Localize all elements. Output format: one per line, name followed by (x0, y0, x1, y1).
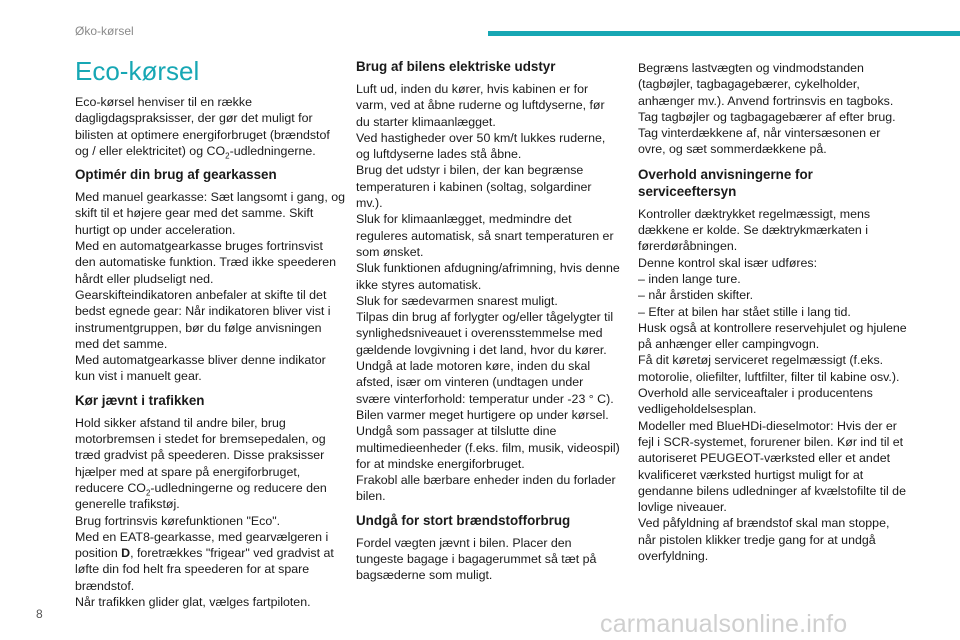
fuel-paragraph-2: Begræns lastvægten og vindmodstanden (tagbøjler, tagbagagebærer, cykelholder, anhænger mv.). Anvend fortrinsvis en tagboks. (638, 61, 894, 108)
traffic-p3-a: Med en EAT8-gearkasse, med gearvælgeren i position (75, 529, 329, 561)
section-heading-fuel: Undgå for stort brændstofforbrug (356, 512, 571, 528)
fuel-paragraph-1: Fordel vægten jævnt i bilen. Placer den tungeste bagage i bagagerummet så tæt på bagsæderne som muligt. (356, 535, 597, 583)
service-bullet-3: – Efter at bilen har stået stille i lang tid. (638, 304, 851, 319)
electrical-paragraph-7: Tilpas din brug af forlygter og/eller tågelygter til synlighedsniveauet i overensstemmelse med gældende lovgivning i det land, hvor du kører. (356, 310, 614, 357)
section-heading-gearbox: Optimér din brug af gearkassen (75, 167, 277, 183)
electrical-paragraph-2: Ved hastigheder over 50 km/t lukkes ruderne, og luftdyserne lades stå åbne. (356, 130, 606, 162)
electrical-paragraph-4: Sluk for klimaanlægget, medmindre det reguleres automatisk, så snart temperaturen er som ønsket. (356, 212, 614, 259)
traffic-paragraph-3 (75, 529, 345, 594)
electrical-paragraph-6: Sluk for sædevarmen snarest muligt. (356, 293, 558, 308)
fuel-paragraph-4: Tag vinterdækkene af, når vintersæsonen er ovre, og sæt sommerdækkene på. (638, 126, 881, 157)
service-bullet-2: – når årstiden skifter. (638, 288, 754, 303)
electrical-paragraph-5: Sluk funktionen afdugning/afrimning, hvis denne ikke styres automatisk. (356, 261, 620, 292)
section-heading-electrical: Brug af bilens elektriske udstyr (356, 59, 556, 74)
service-paragraph-7: Ved påfyldning af brændstof skal man stoppe, når pistolen klikker tredje gang for at undgå overfyldning. (638, 516, 890, 564)
service-paragraph-6: Modeller med BlueHDi-dieselmotor: Hvis der er fejl i SCR-systemet, forurener bilen. Kør ind til et autoriseret PEUGEOT-værksted eller et andet kvalificeret værksted hurtigst muligt for at gendanne bilens udledninger af kvælstofilte til de lovlige niveauer. (638, 418, 906, 515)
traffic-paragraph-4: Når trafikken glider glat, vælges fartpiloten. (75, 595, 311, 610)
page-number: 8 (36, 607, 43, 621)
service-bullet-1: – inden lange ture. (638, 271, 741, 286)
column-middle (356, 58, 621, 584)
intro-subscript: 2 (225, 151, 230, 161)
traffic-text-a: Hold sikker afstand til andre biler, brug motorbremsen i stedet for bremsepedalen, og træd gradvist på speederen. Disse praksisser hjælper med at spare på energiforbruget, reducere CO (75, 415, 326, 495)
traffic-p3-b: , foretrækkes "frigear" ved gradvist at løfte din fod helt fra speederen for at spare brændstof. (75, 546, 334, 593)
traffic-subscript: 2 (145, 488, 151, 498)
service-paragraph-1: Kontroller dæktrykket regelmæssigt, mens dækkene er kolde. Se dæktrykmærkaten i førerdøråbningen. (638, 206, 871, 254)
column-left (75, 56, 345, 610)
section-heading-traffic: Kør jævnt i trafikken (75, 392, 205, 408)
section-heading-service: Overhold anvisningerne for serviceeftersyn (638, 166, 813, 199)
service-paragraph-5: Overhold alle serviceaftaler i producentens vedligeholdelsesplan. (638, 386, 873, 417)
watermark: carmanualsonline.info (600, 610, 848, 638)
electrical-paragraph-8: Undgå at lade motoren køre, inden du skal afsted, især om vinteren (undtagen under svære vinterforhold: temperatur under -23 ° C). Bilen varmer meget hurtigere op under kørsel. (356, 359, 614, 422)
header-accent-bar (488, 31, 960, 36)
column-right (638, 60, 908, 564)
intro-paragraph (75, 94, 345, 159)
service-paragraph-4: Få dit køretøj serviceret regelmæssigt (f.eks. motorolie, oliefilter, luftfilter, filter til kabine osv.). (638, 353, 900, 384)
fuel-paragraph-3: Tag tagbøjler og tagbagagebærer af efter brug. (638, 109, 896, 124)
gearbox-paragraph-3: Gearskifteindikatoren anbefaler at skifte til det bedst egnede gear: Når indikatoren bliver vist i instrumentgruppen, bør du følge anvisningen med det samme. (75, 287, 331, 351)
intro-text-a: Eco-kørsel henviser til en række dagligdagspraksisser, der gør det muligt for bilisten at optimere energiforbruget (brændstof og / eller elektricitet) og CO (75, 95, 330, 158)
service-paragraph-2: Denne kontrol skal især udføres: (638, 255, 818, 270)
gearbox-paragraph-1: Med manuel gearkasse: Sæt langsomt i gang, og skift til et højere gear med det samme. Skift hurtigt op under acceleration. (75, 190, 345, 237)
electrical-paragraph-10: Frakobl alle bærbare enheder inden du forlader bilen. (356, 473, 616, 504)
gearbox-paragraph-4: Med automatgearkasse bliver denne indikator kun vist i manuelt gear. (75, 353, 326, 384)
running-header: Øko-kørsel (75, 24, 134, 38)
electrical-paragraph-1: Luft ud, inden du kører, hvis kabinen er for varm, ved at åbne ruderne og luftdyserne, før du starter klimaanlægget. (356, 82, 605, 129)
service-paragraph-3: Husk også at kontrollere reservehjulet og hjulene på anhænger eller campingvogn. (638, 320, 907, 352)
intro-text-b: -udledningerne. (229, 143, 316, 158)
traffic-paragraph-2: Brug fortrinsvis kørefunktionen "Eco". (75, 513, 281, 528)
traffic-paragraph-1 (75, 415, 345, 513)
electrical-paragraph-3: Brug det udstyr i bilen, der kan begrænse temperaturen i kabinen (soltag, solgardiner mv.). (356, 163, 592, 211)
gearbox-paragraph-2: Med en automatgearkasse bruges fortrinsvist den automatiske funktion. Træd ikke speederen hårdt eller pludseligt ned. (75, 239, 337, 286)
gear-position-d: D (121, 546, 131, 561)
page-title: Eco-kørsel (75, 56, 200, 86)
electrical-paragraph-9: Undgå som passager at tilslutte dine multimedieenheder (f.eks. film, musik, videospil) for at mindske energiforbruget. (356, 424, 620, 471)
traffic-text-b: -udledningerne og reducere den generelle trafikstøj. (75, 480, 327, 512)
